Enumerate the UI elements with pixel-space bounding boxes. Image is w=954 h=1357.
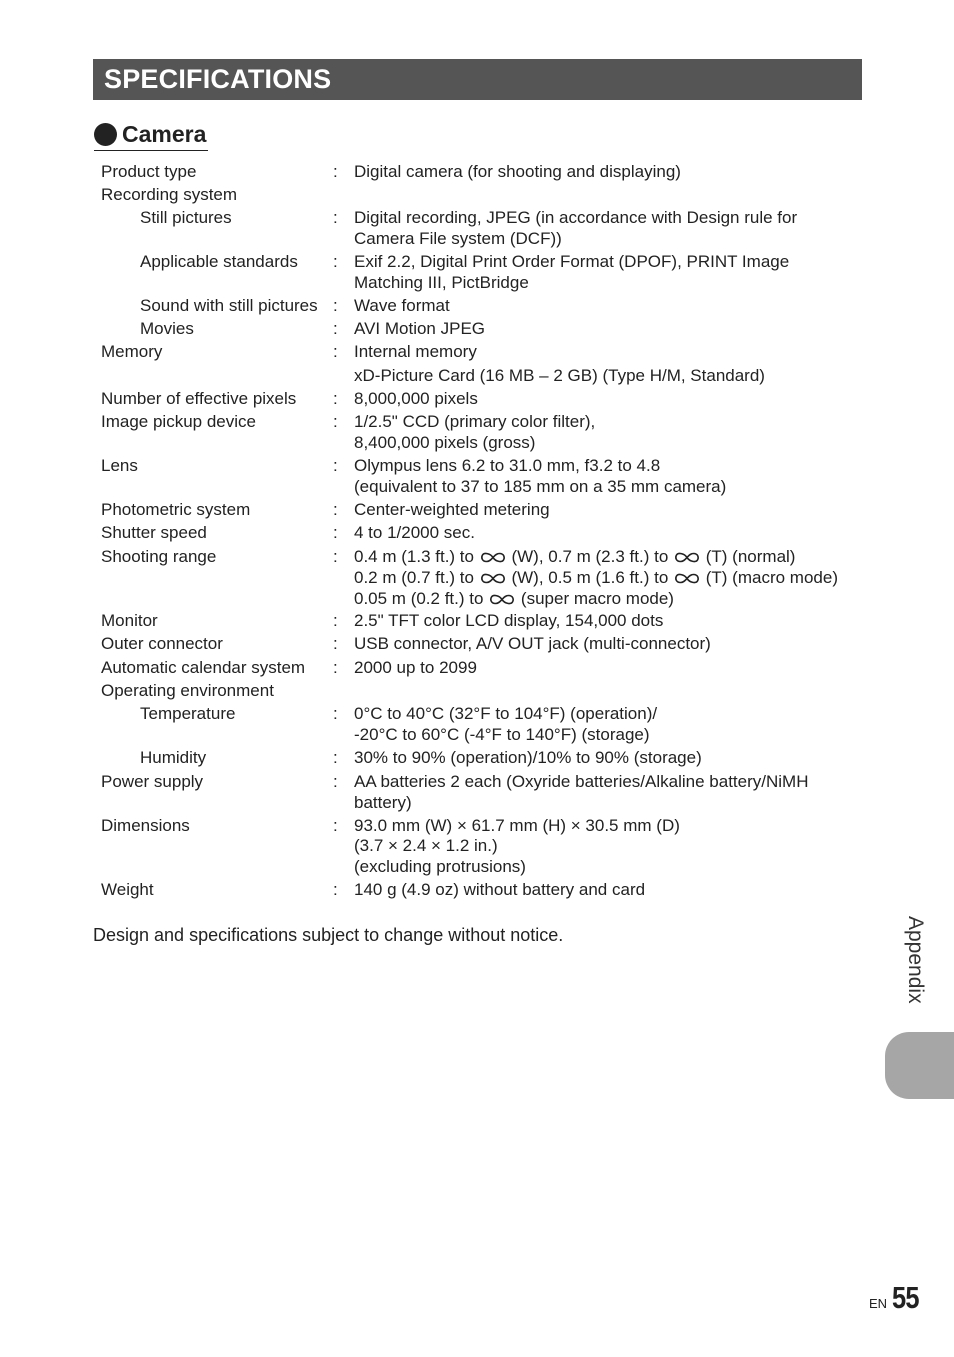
spec-value-weight: 140 g (4.9 oz) without battery and card bbox=[354, 880, 646, 899]
spec-label-still-pictures: Still pictures bbox=[140, 208, 232, 227]
spec-value-movies: AVI Motion JPEG bbox=[354, 319, 486, 338]
spec-value-shutter: 4 to 1/2000 sec. bbox=[354, 523, 475, 542]
spec-label-photometric: Photometric system bbox=[101, 500, 251, 519]
spec-label-lens: Lens bbox=[101, 456, 138, 475]
spec-label-weight: Weight bbox=[101, 880, 154, 899]
spec-colon: : bbox=[333, 319, 338, 338]
spec-colon: : bbox=[333, 412, 338, 431]
spec-colon: : bbox=[333, 162, 338, 181]
spec-colon: : bbox=[333, 208, 338, 227]
spec-colon: : bbox=[333, 611, 338, 630]
range-text: (T) (macro mode) bbox=[705, 568, 838, 587]
spec-label-outer-connector: Outer connector bbox=[101, 634, 223, 653]
range-text: 0.05 m (0.2 ft.) to bbox=[354, 589, 484, 608]
range-text: (super macro mode) bbox=[520, 589, 674, 608]
section-title: Camera bbox=[122, 120, 207, 147]
spec-colon: : bbox=[333, 389, 338, 408]
infinity-icon bbox=[674, 573, 700, 584]
spec-value-shooting-range-2 bbox=[354, 567, 838, 588]
spec-label-calendar: Automatic calendar system bbox=[101, 658, 306, 677]
spec-label-dimensions: Dimensions bbox=[101, 816, 190, 835]
page-language: EN bbox=[869, 1296, 888, 1311]
spec-value-product-type: Digital camera (for shooting and displaying) bbox=[354, 162, 681, 181]
spec-value-shooting-range-3 bbox=[354, 588, 674, 609]
spec-value-pickup-device-2: 8,400,000 pixels (gross) bbox=[354, 433, 536, 452]
spec-colon: : bbox=[333, 547, 338, 566]
spec-value-power-2: battery) bbox=[354, 793, 412, 812]
spec-colon: : bbox=[333, 500, 338, 519]
spec-colon: : bbox=[333, 296, 338, 315]
spec-label-movies: Movies bbox=[140, 319, 194, 338]
spec-value-dimensions-1: 93.0 mm (W) × 61.7 mm (H) × 30.5 mm (D) bbox=[354, 816, 680, 835]
spec-value-humidity: 30% to 90% (operation)/10% to 90% (storage) bbox=[354, 748, 702, 767]
spec-value-still-pictures-2: Camera File system (DCF)) bbox=[354, 229, 562, 248]
spec-value-monitor: 2.5" TFT color LCD display, 154,000 dots bbox=[354, 611, 664, 630]
spec-value-memory-2: xD-Picture Card (16 MB – 2 GB) (Type H/M, Standard) bbox=[354, 366, 765, 385]
spec-colon: : bbox=[333, 880, 338, 899]
spec-value-photometric: Center-weighted metering bbox=[354, 500, 550, 519]
spec-label-sound: Sound with still pictures bbox=[140, 296, 318, 315]
spec-value-temperature-1: 0°C to 40°C (32°F to 104°F) (operation)/ bbox=[354, 704, 658, 723]
spec-label-memory: Memory bbox=[101, 342, 163, 361]
spec-colon: : bbox=[333, 252, 338, 271]
spec-colon: : bbox=[333, 342, 338, 361]
spec-colon: : bbox=[333, 704, 338, 723]
spec-colon: : bbox=[333, 523, 338, 542]
spec-value-sound: Wave format bbox=[354, 296, 450, 315]
spec-label-shooting-range: Shooting range bbox=[101, 547, 217, 566]
page-number: 55 bbox=[892, 1280, 919, 1315]
range-text: (W), 0.5 m (1.6 ft.) to bbox=[511, 568, 669, 587]
spec-colon: : bbox=[333, 748, 338, 767]
side-tab-label: Appendix bbox=[904, 916, 927, 1004]
spec-label-humidity: Humidity bbox=[140, 748, 207, 767]
spec-value-dimensions-3: (excluding protrusions) bbox=[354, 857, 526, 876]
spec-label-product-type: Product type bbox=[101, 162, 197, 181]
spec-label-operating-env: Operating environment bbox=[101, 681, 274, 700]
infinity-icon bbox=[480, 573, 506, 584]
spec-label-shutter: Shutter speed bbox=[101, 523, 207, 542]
side-tab bbox=[885, 1032, 954, 1099]
spec-value-applicable-standards-2: Matching III, PictBridge bbox=[354, 273, 529, 292]
range-text: 0.2 m (0.7 ft.) to bbox=[354, 568, 474, 587]
range-text: (T) (normal) bbox=[705, 547, 796, 566]
spec-label-recording-system: Recording system bbox=[101, 185, 238, 204]
footnote: Design and specifications subject to change without notice. bbox=[93, 925, 564, 945]
infinity-icon bbox=[480, 552, 506, 563]
spec-value-lens-2: (equivalent to 37 to 185 mm on a 35 mm camera) bbox=[354, 477, 727, 496]
spec-value-lens-1: Olympus lens 6.2 to 31.0 mm, f3.2 to 4.8 bbox=[354, 456, 661, 475]
spec-value-shooting-range-1 bbox=[354, 546, 795, 567]
spec-label-effective-pixels: Number of effective pixels bbox=[101, 389, 297, 408]
spec-colon: : bbox=[333, 456, 338, 475]
spec-label-temperature: Temperature bbox=[140, 704, 236, 723]
spec-label-monitor: Monitor bbox=[101, 611, 158, 630]
range-text: 0.4 m (1.3 ft.) to bbox=[354, 547, 474, 566]
range-text: (W), 0.7 m (2.3 ft.) to bbox=[511, 547, 669, 566]
spec-value-pickup-device-1: 1/2.5" CCD (primary color filter), bbox=[354, 412, 596, 431]
spec-value-effective-pixels: 8,000,000 pixels bbox=[354, 389, 478, 408]
spec-colon: : bbox=[333, 658, 338, 677]
spec-colon: : bbox=[333, 816, 338, 835]
page-title: SPECIFICATIONS bbox=[104, 64, 332, 94]
spec-colon: : bbox=[333, 634, 338, 653]
infinity-icon bbox=[674, 552, 700, 563]
spec-value-outer-connector: USB connector, A/V OUT jack (multi-connector) bbox=[354, 634, 711, 653]
spec-value-power-1: AA batteries 2 each (Oxyride batteries/Alkaline battery/NiMH bbox=[354, 772, 809, 791]
spec-value-dimensions-2: (3.7 × 2.4 × 1.2 in.) bbox=[354, 836, 498, 855]
spec-label-applicable-standards: Applicable standards bbox=[140, 252, 298, 271]
spec-value-applicable-standards-1: Exif 2.2, Digital Print Order Format (DPOF), PRINT Image bbox=[354, 252, 790, 271]
spec-label-pickup-device: Image pickup device bbox=[101, 412, 256, 431]
spec-value-calendar: 2000 up to 2099 bbox=[354, 658, 477, 677]
spec-value-temperature-2: -20°C to 60°C (-4°F to 140°F) (storage) bbox=[354, 725, 650, 744]
spec-value-still-pictures-1: Digital recording, JPEG (in accordance with Design rule for bbox=[354, 208, 798, 227]
spec-label-power: Power supply bbox=[101, 772, 204, 791]
infinity-icon bbox=[489, 594, 515, 605]
spec-value-memory-1: Internal memory bbox=[354, 342, 477, 361]
spec-colon: : bbox=[333, 772, 338, 791]
